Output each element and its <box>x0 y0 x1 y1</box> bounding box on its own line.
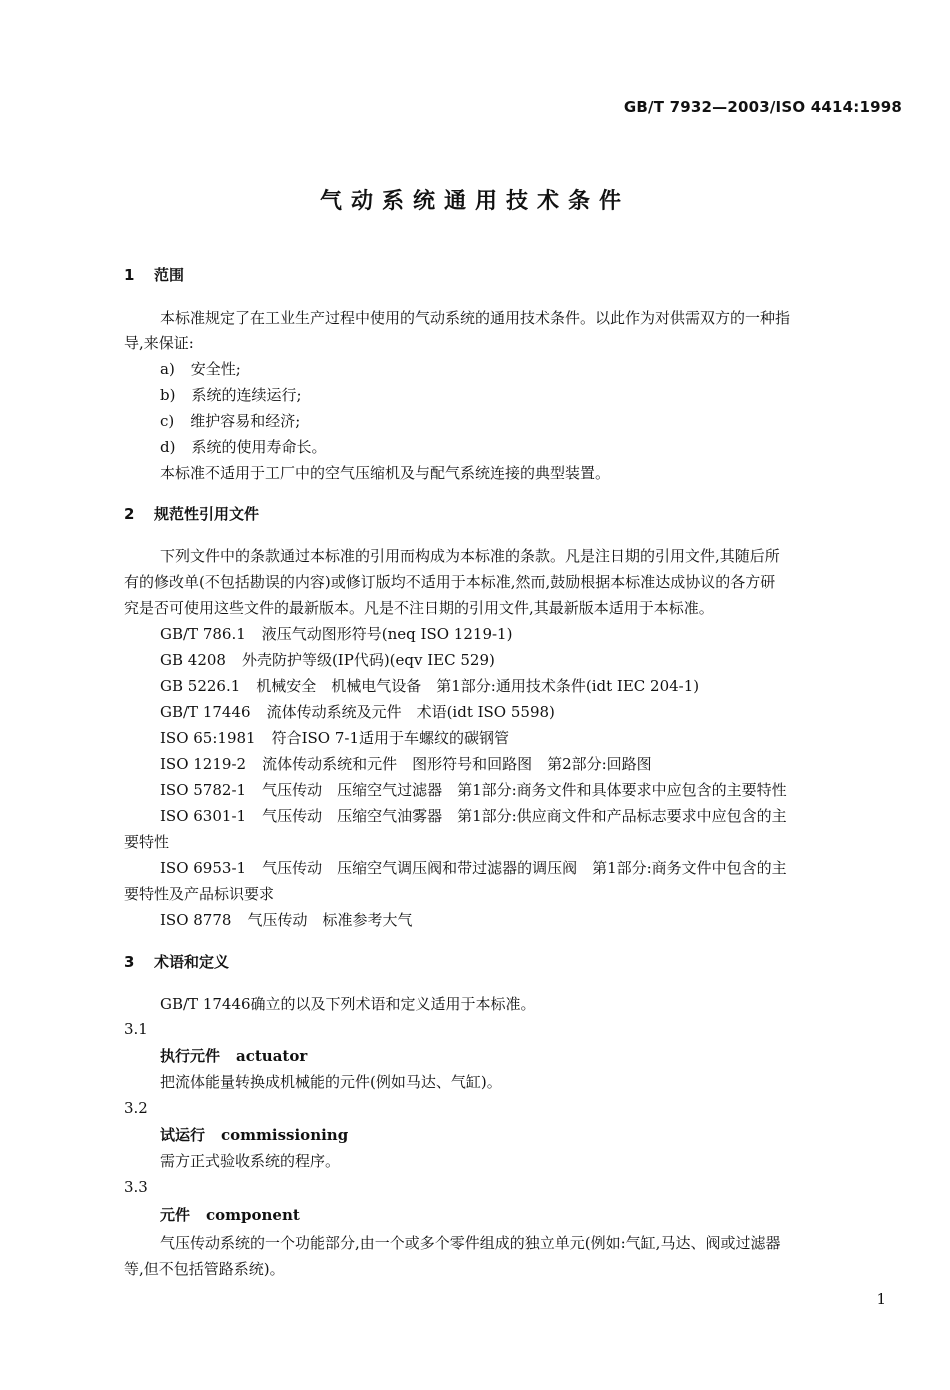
reference-title: 液压气动图形符号(neq ISO 1219-1) <box>261 625 513 643</box>
reference-title: 外壳防护等级(IP代码)(eqv IEC 529) <box>241 651 495 669</box>
reference-code: GB 4208 <box>160 651 226 669</box>
list-item-text: 系统的连续运行; <box>191 386 302 404</box>
section-3-heading <box>124 951 229 973</box>
term-zh: 执行元件 <box>160 1047 221 1065</box>
list-item-label: b) <box>160 386 176 404</box>
list-item-label: d) <box>160 438 176 456</box>
reference-item <box>160 857 787 879</box>
reference-item <box>160 753 652 775</box>
term-definition: 需方正式验收系统的程序。 <box>160 1152 341 1170</box>
term-definition: 把流体能量转换成机械能的元件(例如马达、气缸)。 <box>160 1073 502 1091</box>
list-item-label: c) <box>160 412 175 430</box>
term-heading <box>160 1124 348 1146</box>
reference-code: GB/T 786.1 <box>160 625 246 643</box>
term-number: 3.1 <box>124 1020 148 1038</box>
list-item <box>160 358 241 380</box>
term-definition: 气压传动系统的一个功能部分,由一个或多个零件组成的独立单元(例如:气缸,马达、阀或过滤器 <box>160 1234 781 1252</box>
reference-item <box>160 727 509 749</box>
list-item-label: a) <box>160 360 175 378</box>
reference-code: ISO 8778 <box>160 911 232 929</box>
page-number: 1 <box>876 1290 886 1308</box>
list-item-text: 维护容易和经济; <box>190 412 301 430</box>
term-number: 3.3 <box>124 1178 148 1196</box>
reference-item <box>160 805 787 827</box>
reference-continuation: 要特性 <box>124 833 170 851</box>
reference-title: 气压传动 压缩空气过滤器 第1部分:商务文件和具体要求中应包含的主要特性 <box>262 781 787 799</box>
term-en: commissioning <box>221 1126 349 1144</box>
section-1-note: 本标准不适用于工厂中的空气压缩机及与配气系统连接的典型装置。 <box>160 464 611 482</box>
reference-title: 符合ISO 7-1适用于车螺纹的碳钢管 <box>271 729 510 747</box>
term-heading <box>160 1204 300 1226</box>
term-zh: 试运行 <box>160 1126 206 1144</box>
reference-item <box>160 779 787 801</box>
list-item <box>160 384 302 406</box>
list-item <box>160 436 326 458</box>
reference-continuation: 要特性及产品标识要求 <box>124 885 275 903</box>
section-title: 范围 <box>154 266 185 284</box>
section-2-para-line: 究是否可使用这些文件的最新版本。凡是不注日期的引用文件,其最新版本适用于本标准。 <box>124 599 714 617</box>
section-number: 3 <box>124 953 135 971</box>
term-number: 3.2 <box>124 1099 148 1117</box>
reference-item <box>160 909 412 931</box>
reference-item <box>160 701 555 723</box>
section-1-para-line: 导,来保证: <box>124 334 194 352</box>
reference-title: 气压传动 压缩空气调压阀和带过滤器的调压阀 第1部分:商务文件中包含的主 <box>262 859 787 877</box>
term-zh: 元件 <box>160 1206 191 1224</box>
reference-title: 流体传动系统及元件 术语(idt ISO 5598) <box>266 703 555 721</box>
reference-item <box>160 675 699 697</box>
reference-code: ISO 6953-1 <box>160 859 247 877</box>
section-1-para-line: 本标准规定了在工业生产过程中使用的气动系统的通用技术条件。以此作为对供需双方的一种指 <box>160 309 791 327</box>
reference-code: GB/T 17446 <box>160 703 251 721</box>
list-item-text: 安全性; <box>190 360 241 378</box>
section-2-heading <box>124 503 259 525</box>
section-title: 术语和定义 <box>154 953 230 971</box>
reference-code: ISO 6301-1 <box>160 807 247 825</box>
section-3-intro: GB/T 17446确立的以及下列术语和定义适用于本标准。 <box>160 995 536 1013</box>
reference-title: 机械安全 机械电气设备 第1部分:通用技术条件(idt IEC 204-1) <box>256 677 700 695</box>
document-title: 气动系统通用技术条件 <box>319 189 630 214</box>
section-2-para-line: 有的修改单(不包括勘误的内容)或修订版均不适用于本标准,然而,鼓励根据本标准达成协议的各方研 <box>124 573 776 591</box>
term-en: actuator <box>236 1047 308 1065</box>
reference-title: 流体传动系统和元件 图形符号和回路图 第2部分:回路图 <box>262 755 652 773</box>
reference-title: 气压传动 标准参考大气 <box>247 911 413 929</box>
term-heading <box>160 1045 307 1067</box>
reference-code: GB 5226.1 <box>160 677 241 695</box>
standard-code: GB/T 7932—2003/ISO 4414:1998 <box>623 98 902 116</box>
list-item <box>160 410 300 432</box>
reference-title: 气压传动 压缩空气油雾器 第1部分:供应商文件和产品标志要求中应包含的主 <box>262 807 787 825</box>
reference-code: ISO 65:1981 <box>160 729 256 747</box>
term-en: component <box>206 1206 300 1224</box>
section-number: 1 <box>124 266 135 284</box>
section-number: 2 <box>124 505 135 523</box>
section-2-para-line: 下列文件中的条款通过本标准的引用而构成为本标准的条款。凡是注日期的引用文件,其随后所 <box>160 547 780 565</box>
term-definition-continuation: 等,但不包括管路系统)。 <box>124 1260 285 1278</box>
reference-item <box>160 649 495 671</box>
reference-code: ISO 1219-2 <box>160 755 247 773</box>
reference-code: ISO 5782-1 <box>160 781 247 799</box>
section-title: 规范性引用文件 <box>154 505 260 523</box>
list-item-text: 系统的使用寿命长。 <box>191 438 327 456</box>
section-1-heading <box>124 264 184 286</box>
reference-item <box>160 623 512 645</box>
